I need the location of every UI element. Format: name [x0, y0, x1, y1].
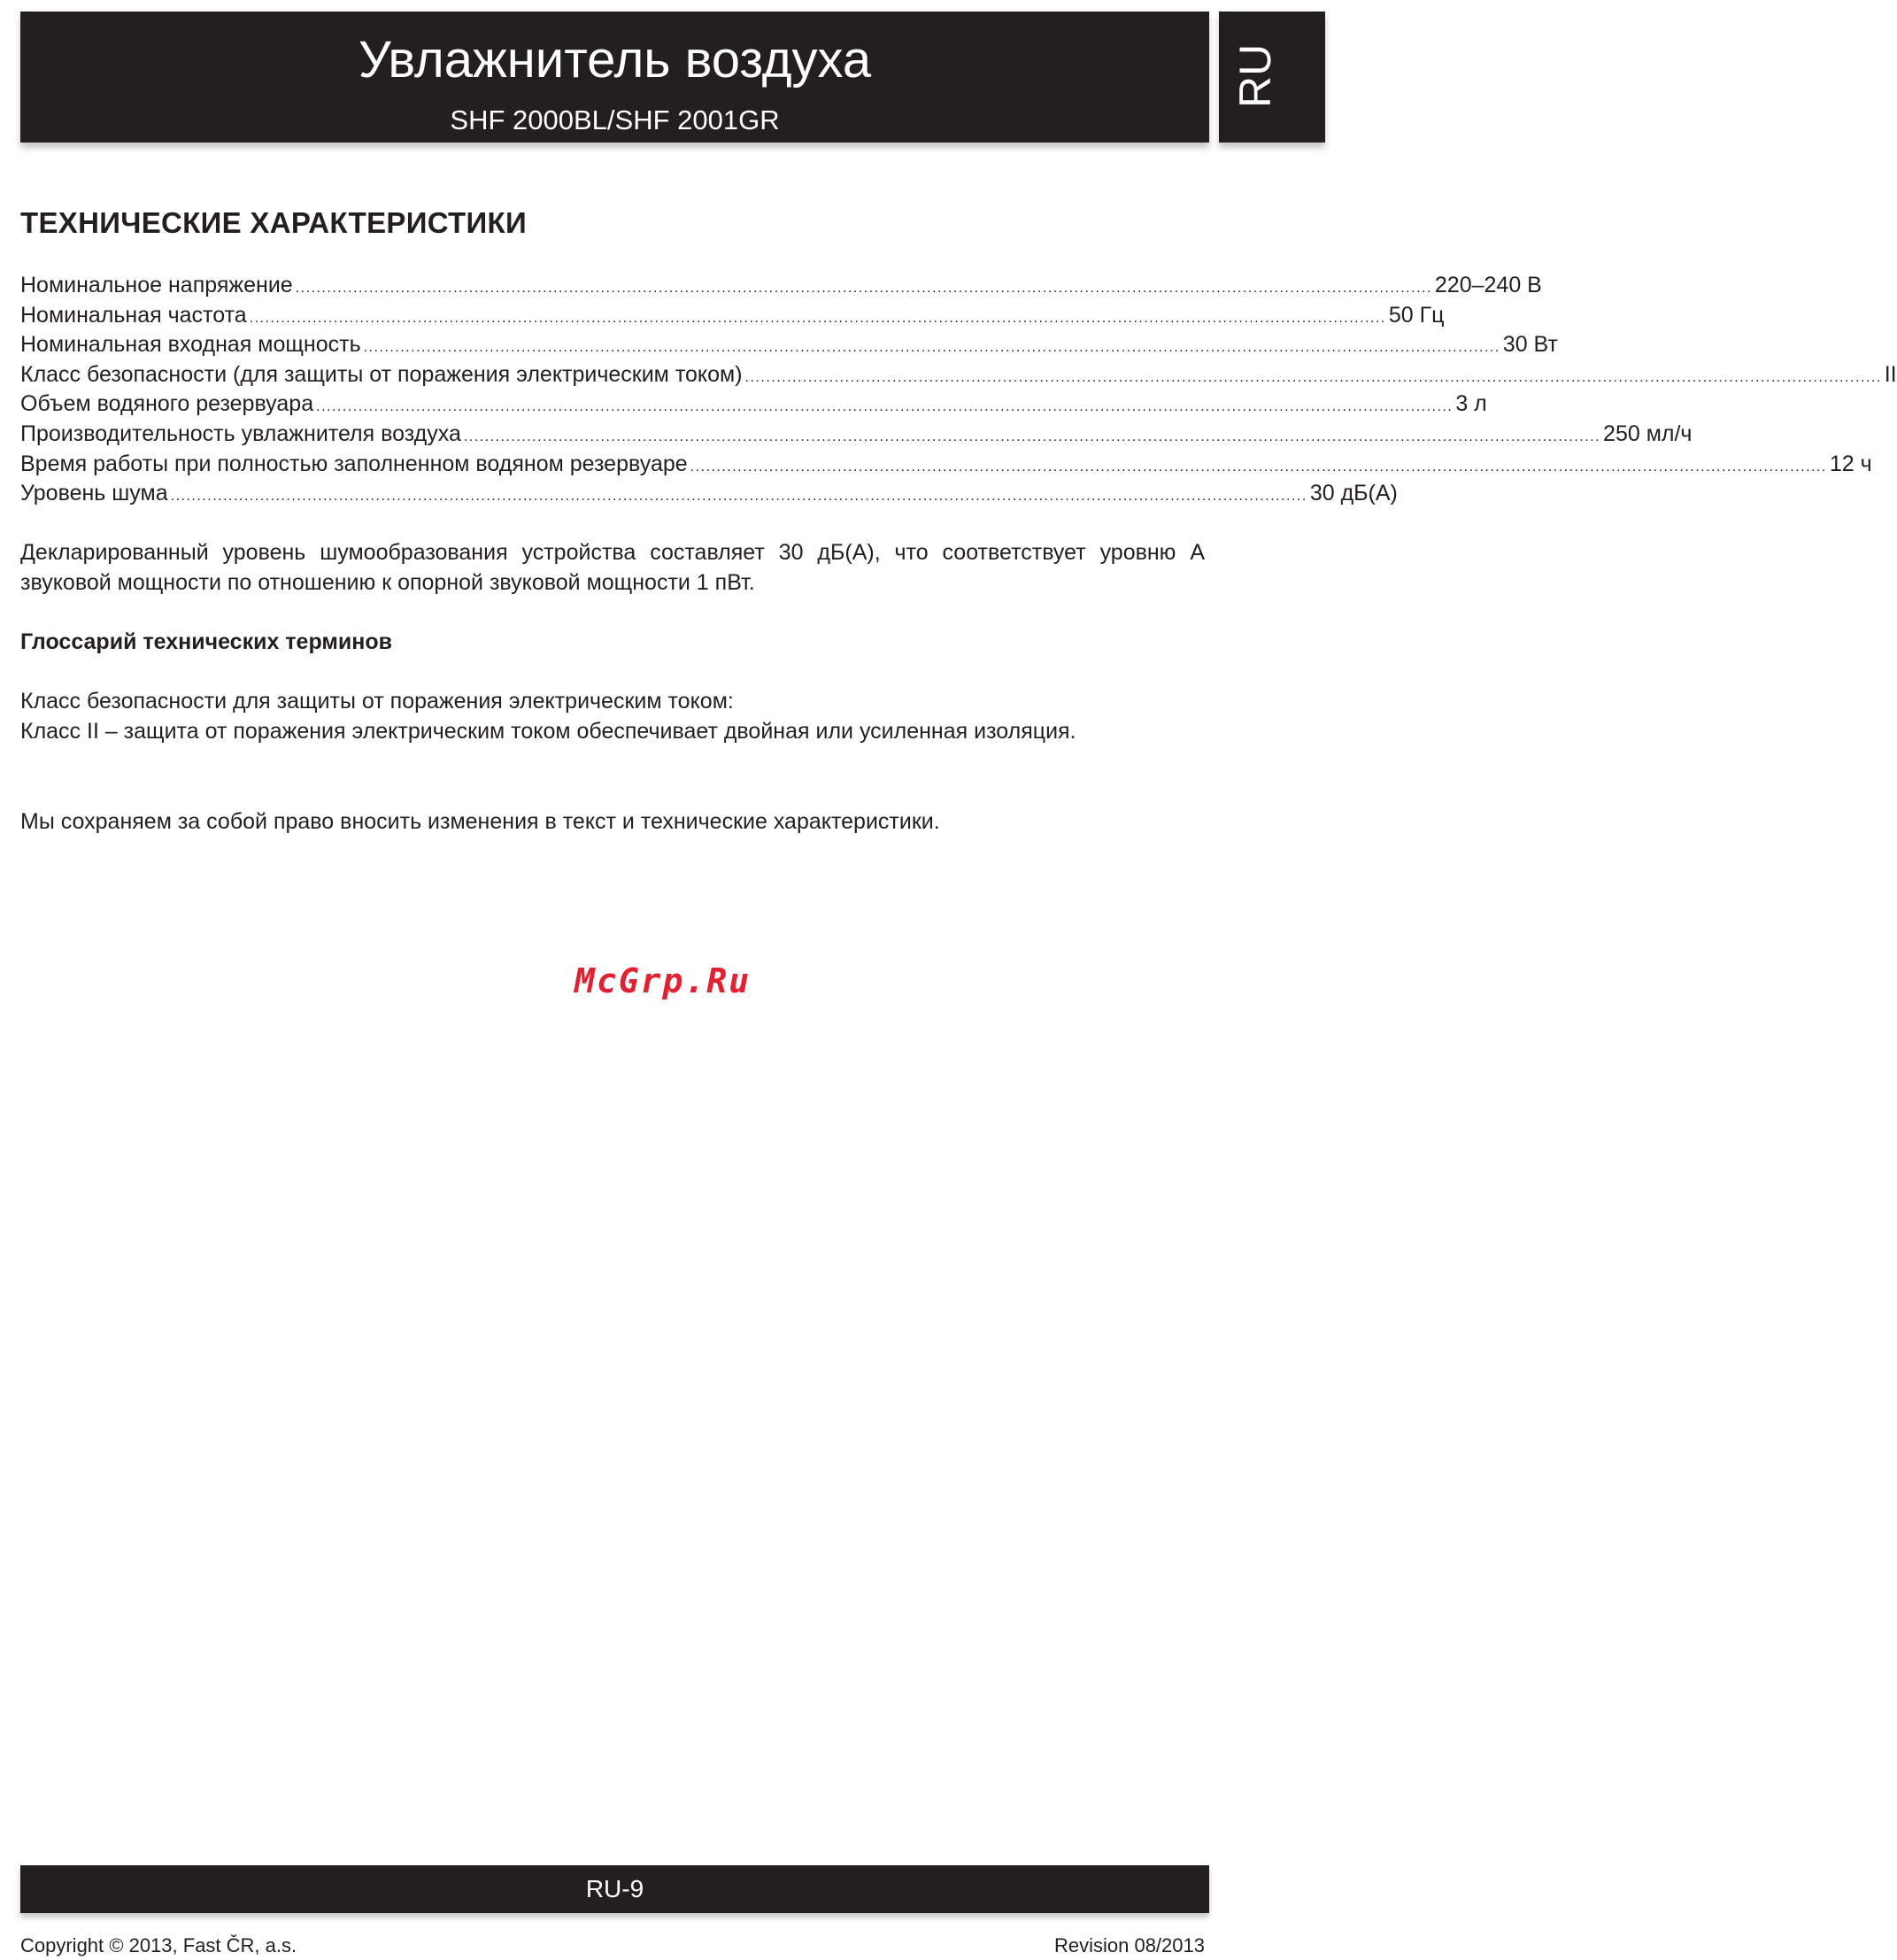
spec-row-power	[20, 330, 1558, 360]
spec-label: Объем водяного резервуара	[20, 391, 314, 417]
spec-value: II	[1884, 361, 1897, 387]
spec-row-frequency	[20, 301, 1445, 331]
spec-row-noise	[20, 479, 1398, 509]
model-numbers: SHF 2000BL/SHF 2001GR	[450, 104, 780, 135]
rights-note: Мы сохраняем за собой право вносить изменения в текст и технические характеристики.	[20, 809, 940, 834]
spec-value: 220–240 В	[1434, 273, 1542, 297]
dot-leader: ........................................................................................................................................................................................................................	[316, 399, 1454, 415]
spec-value: 50 Гц	[1388, 302, 1445, 328]
dot-leader: ........................................................................................................................................................................................................................	[363, 340, 1500, 356]
document-title: Увлажнитель воздуха	[358, 31, 872, 89]
spec-value: 12 ч	[1829, 451, 1872, 476]
dot-leader: ........................................................................................................................................................................................................................	[170, 489, 1307, 505]
watermark: McGrp.Ru	[574, 961, 752, 1000]
header-bar	[20, 12, 1209, 143]
spec-label: Класс безопасности (для защиты от поражения электрическим током)	[20, 361, 743, 387]
page-number: RU-9	[585, 1875, 644, 1902]
spec-value: 30 Вт	[1502, 332, 1558, 358]
section-title: ТЕХНИЧЕСКИЕ ХАРАКТЕРИСТИКИ	[20, 206, 527, 239]
spec-label: Уровень шума	[20, 481, 168, 506]
glossary-definition: Класс II – защита от поражения электрическим током обеспечивает двойная или усиленная изоляция.	[20, 719, 1076, 744]
dot-leader: ........................................................................................................................................................................................................................	[744, 369, 1882, 385]
spec-list	[20, 271, 1897, 509]
spec-value: 3 л	[1455, 391, 1487, 417]
footer-bar	[20, 1865, 1209, 1913]
spec-label: Номинальное напряжение	[20, 273, 293, 297]
spec-row-safety-class	[20, 360, 1897, 390]
revision: Revision 08/2013	[1053, 1934, 1205, 1956]
dot-leader: ........................................................................................................................................................................................................................	[690, 459, 1827, 475]
glossary-title: Глоссарий технических терминов	[20, 629, 392, 654]
spec-value: 250 мл/ч	[1603, 421, 1693, 446]
dot-leader: ........................................................................................................................................................................................................................	[295, 281, 1432, 296]
spec-row-output	[20, 420, 1693, 450]
glossary-definition-heading: Класс безопасности для защиты от поражения электрическим током:	[20, 689, 734, 714]
spec-row-tank-volume	[20, 390, 1487, 420]
copyright: Copyright © 2013, Fast ČR, a.s.	[20, 1934, 297, 1956]
spec-label: Производительность увлажнителя воздуха	[20, 421, 461, 446]
spec-label: Время работы при полностью заполненном водяном резервуаре	[20, 451, 688, 476]
spec-label: Номинальная частота	[20, 302, 247, 328]
language-label: RU	[1230, 43, 1280, 108]
dot-leader: ........................................................................................................................................................................................................................	[249, 310, 1386, 326]
spec-row-voltage	[20, 271, 1542, 301]
declared-noise-paragraph: Декларированный уровень шумообразования устройства составляет 30 дБ(A), что соответствует уровню A звуковой мощности по отношению к опорной звуковой мощности 1 пВт.	[20, 540, 1205, 595]
dot-leader: ........................................................................................................................................................................................................................	[463, 428, 1601, 444]
spec-label: Номинальная входная мощность	[20, 332, 361, 358]
spec-value: 30 дБ(A)	[1309, 481, 1398, 506]
spec-row-run-time	[20, 450, 1872, 480]
